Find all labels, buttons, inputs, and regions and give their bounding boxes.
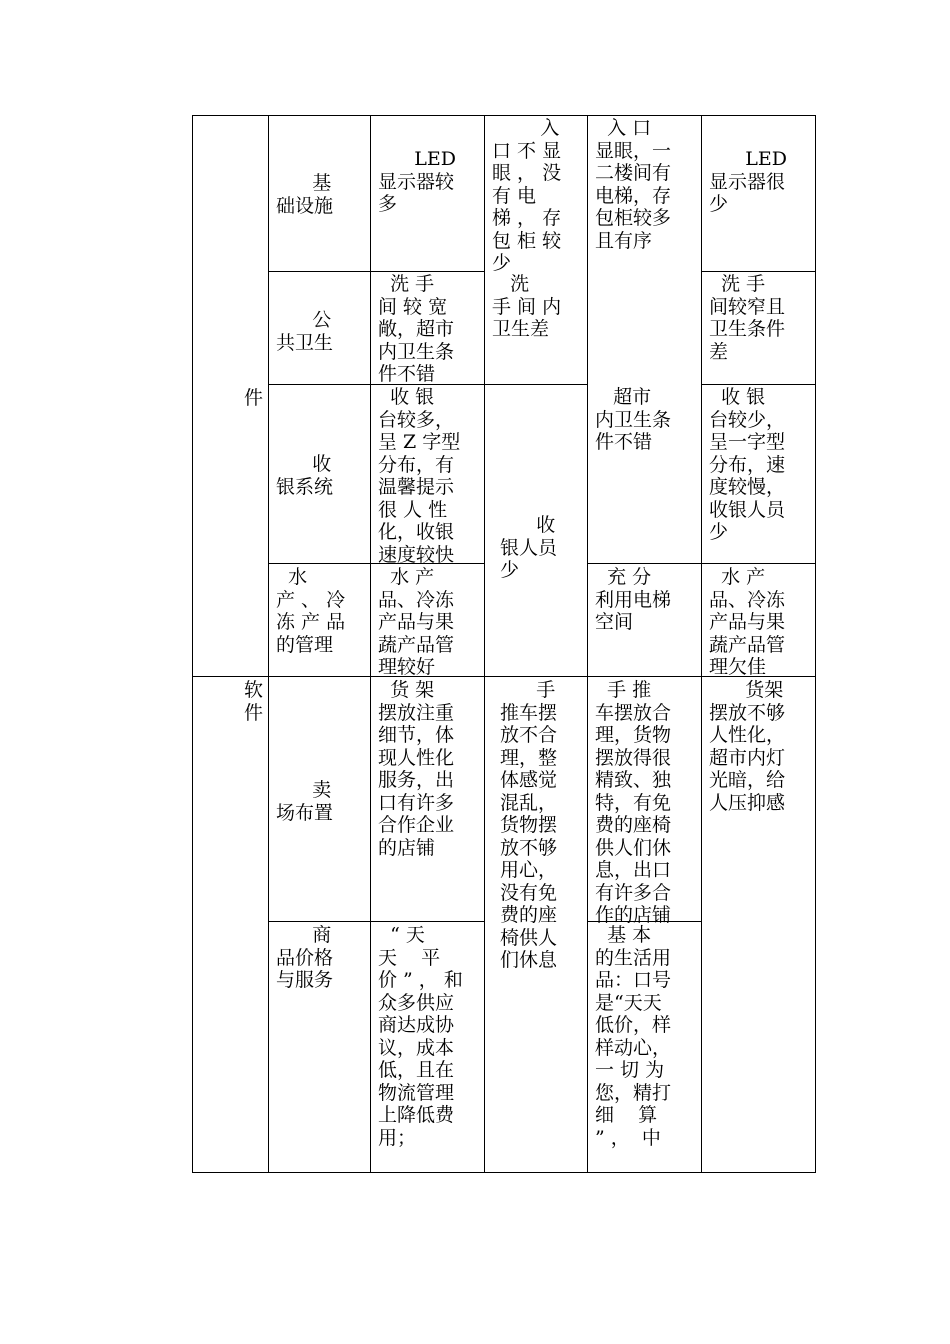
layout-c4: 手 推车摆 放不合 理，整 体感觉 混乱， 货物摆 放不够 用心， 没有免 费的座 椅供人 们休息 (500, 679, 558, 971)
row-label-layout: 卖 场布置 (276, 779, 334, 824)
column-divider (484, 115, 485, 1173)
pricing-c3: “ 天 天 平 价 ” ， 和 众多供应 商达成协 议，成本 低，且在 物流管理 上降低费 用； (378, 924, 463, 1149)
pricing-c5: 基 本 的生活用 品：口号 是“天天 低价，样 样动心， 一 切 为 您，精打 细 算 ” ， 中 (595, 924, 672, 1149)
aquatic-c3: 水 产 品、冷冻 产品与果 蔬产品管 理较好 (378, 566, 455, 678)
column-divider (370, 115, 371, 1173)
row-divider (268, 921, 484, 922)
category-hardware-tail: 件 (244, 387, 264, 409)
infrastructure-c4: 入 口 不 显 眼 ， 没 有 电 梯 ， 存 包 柜 较 少 (492, 117, 562, 274)
row-divider (701, 271, 816, 272)
checkout-c6: 收 银 台较少， 呈一字型 分布，速 度较慢， 收银人员 少 (709, 386, 786, 543)
column-divider (268, 115, 269, 1173)
row-label-infrastructure: 基 础设施 (276, 172, 334, 217)
restroom-c6: 洗 手 间较窄且 卫生条件 差 (709, 273, 786, 363)
row-divider (268, 271, 484, 272)
category-software: 软 件 (244, 679, 264, 724)
merged-c4-checkout-aquatic: 收 银人员 少 (500, 514, 558, 581)
aquatic-c6: 水 产 品、冷冻 产品与果 蔬产品管 理欠佳 (709, 566, 786, 678)
row-divider (701, 384, 816, 385)
row-label-checkout: 收 银系统 (276, 453, 334, 498)
restroom-c4: 洗 手 间 内 卫生差 (492, 273, 562, 340)
restroom-c3: 洗 手 间 较 宽 敞，超市 内卫生条 件不错 (378, 273, 455, 385)
table-border-bottom (192, 1172, 816, 1173)
table-border-top (192, 115, 816, 116)
checkout-c3: 收 银 台较多， 呈 Z 字型 分布，有 温馨提示 很 人 性 化，收银 速度较快 (378, 386, 461, 566)
row-label-aquatic: 水 产 、 冷 冻 产 品 的管理 (276, 566, 346, 656)
column-divider (701, 115, 702, 1173)
layout-c6: 货架 摆放不够 人性化， 超市内灯 光暗，给 人压抑感 (709, 679, 786, 814)
row-label-pricing: 商 品价格 与服务 (276, 924, 334, 991)
layout-c3: 货 架 摆放注重 细节，体 现人性化 服务，出 口有许多 合作企业 的店铺 (378, 679, 455, 859)
layout-c5: 手 推 车摆放合 理，货物 摆放得很 精致、独 特，有免 费的座椅 供人们休 息，出口 有许多合 作的店铺 (595, 679, 672, 926)
infrastructure-c3: LED 显示器较 多 (378, 148, 456, 215)
infrastructure-c6: LED 显示器很 少 (709, 148, 787, 215)
table-border-left (192, 115, 193, 1173)
aquatic-c5: 充 分 利用电梯 空间 (595, 566, 672, 633)
row-label-restroom: 公 共卫生 (276, 309, 334, 354)
infrastructure-c5: 入 口 显眼，一 二楼间有 电梯，存 包柜较多 且有序 (595, 117, 672, 252)
merged-c5-restroom-checkout: 超市 内卫生条 件不错 (595, 386, 672, 453)
column-divider (587, 115, 588, 1173)
table-border-right (815, 115, 816, 1173)
